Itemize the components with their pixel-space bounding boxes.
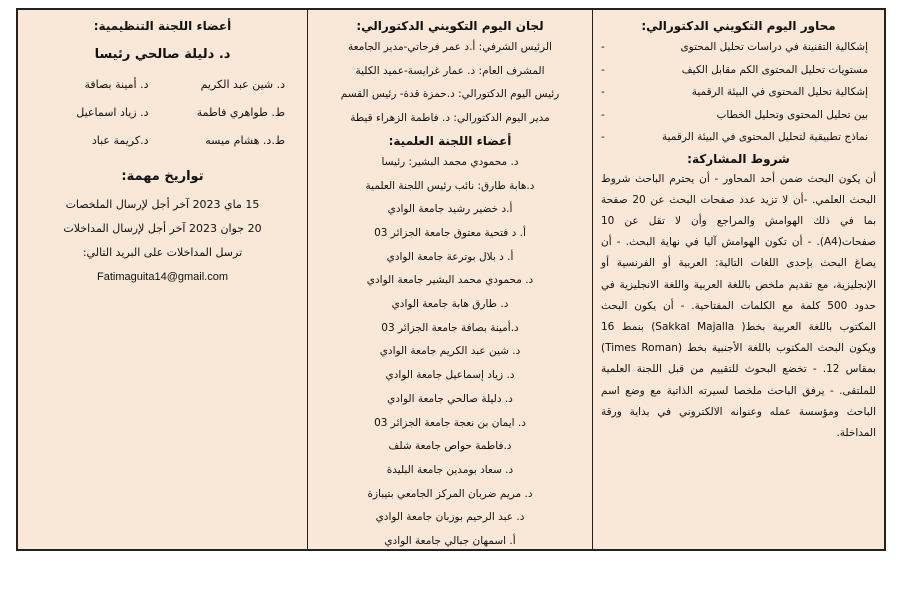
committee-chair: د. دليلة صالحي رئيسا xyxy=(94,47,231,62)
axis-text: إشكالية التقنينة في دراسات تحليل المحتوى xyxy=(680,41,868,53)
scientific-member: د. محمودي محمد البشير جامعة الوادي xyxy=(366,274,534,287)
axes-list xyxy=(593,36,884,149)
axis-item xyxy=(599,59,868,82)
important-date: 15 ماي 2023 آخر أجل لإرسال الملخصات xyxy=(65,198,260,211)
scientific-member: أ. د فتحية معتوق جامعة الجزائر 03 xyxy=(374,226,526,239)
scientific-member: أ. اسمهان جبالي جامعة الوادي xyxy=(384,535,516,548)
scientific-member: د. عبد الرحيم بوزبان جامعة الوادي xyxy=(375,511,525,524)
axes-title: محاور اليوم التكويني الدكتورالي: xyxy=(641,19,836,33)
scientific-committee-title: أعضاء اللجنة العلمية: xyxy=(388,133,512,148)
organizing-committee-title: أعضاء اللجنة التنظيمية: xyxy=(93,19,232,33)
axis-text: بين تحليل المحتوى وتحليل الخطاب xyxy=(716,108,868,121)
scientific-member: د. دليلة صالحي جامعة الوادي xyxy=(387,392,513,405)
important-date: 20 جوان 2023 آخر أجل لإرسال المداخلات xyxy=(63,222,262,235)
scientific-member: د.أمينة بصافة جامعة الجزائر 03 xyxy=(381,321,519,334)
dash-bullet-icon: - xyxy=(601,108,605,121)
axes-conditions-column xyxy=(593,10,884,549)
axis-text: مستويات تحليل المحتوى الكم مقابل الكيف xyxy=(681,63,868,76)
dash-bullet-icon: - xyxy=(601,41,605,53)
scientific-member: أ. د بلال بوترعة جامعة الوادي xyxy=(386,250,514,263)
important-dates-title: تواريخ مهمة: xyxy=(121,169,204,184)
dash-bullet-icon: - xyxy=(601,63,605,76)
committees-title: لجان اليوم التكويني الدكتورالي: xyxy=(356,19,544,33)
dash-bullet-icon: - xyxy=(601,131,605,143)
official: المشرف العام: د. عمار غرايسة-عميد الكلية xyxy=(355,64,545,77)
scientific-member: د. طارق هابة جامعة الوادي xyxy=(391,298,509,311)
axis-text: إشكالية تحليل المحتوى في البيئة الرقمية xyxy=(691,86,868,98)
scientific-member: أ.د خضير رشيد جامعة الوادي xyxy=(387,203,513,216)
official: الرئيس الشرفي: أ.د عمر فرحاتي-مدير الجامعة xyxy=(348,41,552,53)
scientific-member: د.فاطمة حواص جامعة شلف xyxy=(388,440,512,453)
scientific-member: د. مريم ضربان المركز الجامعي بتيبازة xyxy=(367,487,533,500)
committee-member: د. زياد اسماعيل xyxy=(76,106,149,119)
scientific-member: د.هابة طارق: نائب رئيس اللجنة العلمية xyxy=(365,179,535,192)
committees-column xyxy=(308,10,593,549)
scientific-member: د. شين عبد الكريم جامعة الوادي xyxy=(379,345,521,358)
committee-members xyxy=(18,71,307,155)
official: رئيس اليوم الدكتورالي: د.حمزة قدة- رئيس القسم xyxy=(340,88,560,101)
email-intro: ترسل المداخلات على البريد التالي: xyxy=(82,246,243,259)
committee-member: د. شين عبد الكريم xyxy=(200,78,285,91)
organizing-committee-column xyxy=(18,10,308,549)
contact-email[interactable]: Fatimaguita14@gmail.com xyxy=(97,271,228,283)
axis-text: نماذج تطبيقية لتحليل المحتوى في البيئة الرقمية xyxy=(662,131,868,143)
conditions-text: أن يكون البحث ضمن أحد المحاور - أن يحترم الباحث شروط البحث العلمي. -أن لا تزيد عدد صفحات البحث عن 20 صفحة بما في ذلك الهوامش والمراجع وأن لا تقل عن 10 صفحات(A4). - أن تكون الهوامش آليا في نهاية البحث. - أن يصاغ البحث بإحدى اللغات التالية: العربية أو الفرنسية أو الإنجليزية، مع تقديم ملخص باللغة العربية واللغة الانجليزية في حدود 500 كلمة مع الكلمات المفتاحية. - أن يكون البحث المكتوب باللغة العربية بخط( Sakkal Majalla) بنمط 16 ويكون البحث المكتوب باللغة الأجنبية بخط (Times Roman) بمقاس 12. - تخضع البحوث للتقييم من قبل اللجنة العلمية للملتقى. - يرفق الباحث ملخصا لسيرته الذاتية مع وضع اسم الباحث ومؤسسة عمله وعنوانه الالكتروني في بداية ورقة المداخلة. xyxy=(601,172,876,439)
axis-item xyxy=(599,36,868,59)
committee-member: د. أمينة بصافة xyxy=(84,78,149,91)
axis-item xyxy=(599,81,868,104)
official: مدير اليوم الدكتورالي: د. فاطمة الزهراء قيطة xyxy=(350,112,550,125)
committee-member: ط.د. هشام ميسه xyxy=(205,134,285,147)
scientific-member: د. ايمان بن نعجة جامعة الجزائر 03 xyxy=(374,416,526,429)
committee-member: ط. طواهري فاطمة xyxy=(196,106,285,119)
flyer-table xyxy=(16,8,886,551)
axis-item xyxy=(599,126,868,149)
scientific-member: د. زياد إسماعيل جامعة الوادي xyxy=(385,369,515,382)
axis-item xyxy=(599,104,868,127)
dash-bullet-icon: - xyxy=(601,86,605,98)
committee-member: د.كريمة عباد xyxy=(91,134,149,147)
scientific-member: د. سعاد بومدين جامعة البليدة xyxy=(386,463,514,476)
conditions-title: شروط المشاركة: xyxy=(687,151,790,166)
scientific-member: د. محمودي محمد البشير: رئيسا xyxy=(381,155,519,168)
